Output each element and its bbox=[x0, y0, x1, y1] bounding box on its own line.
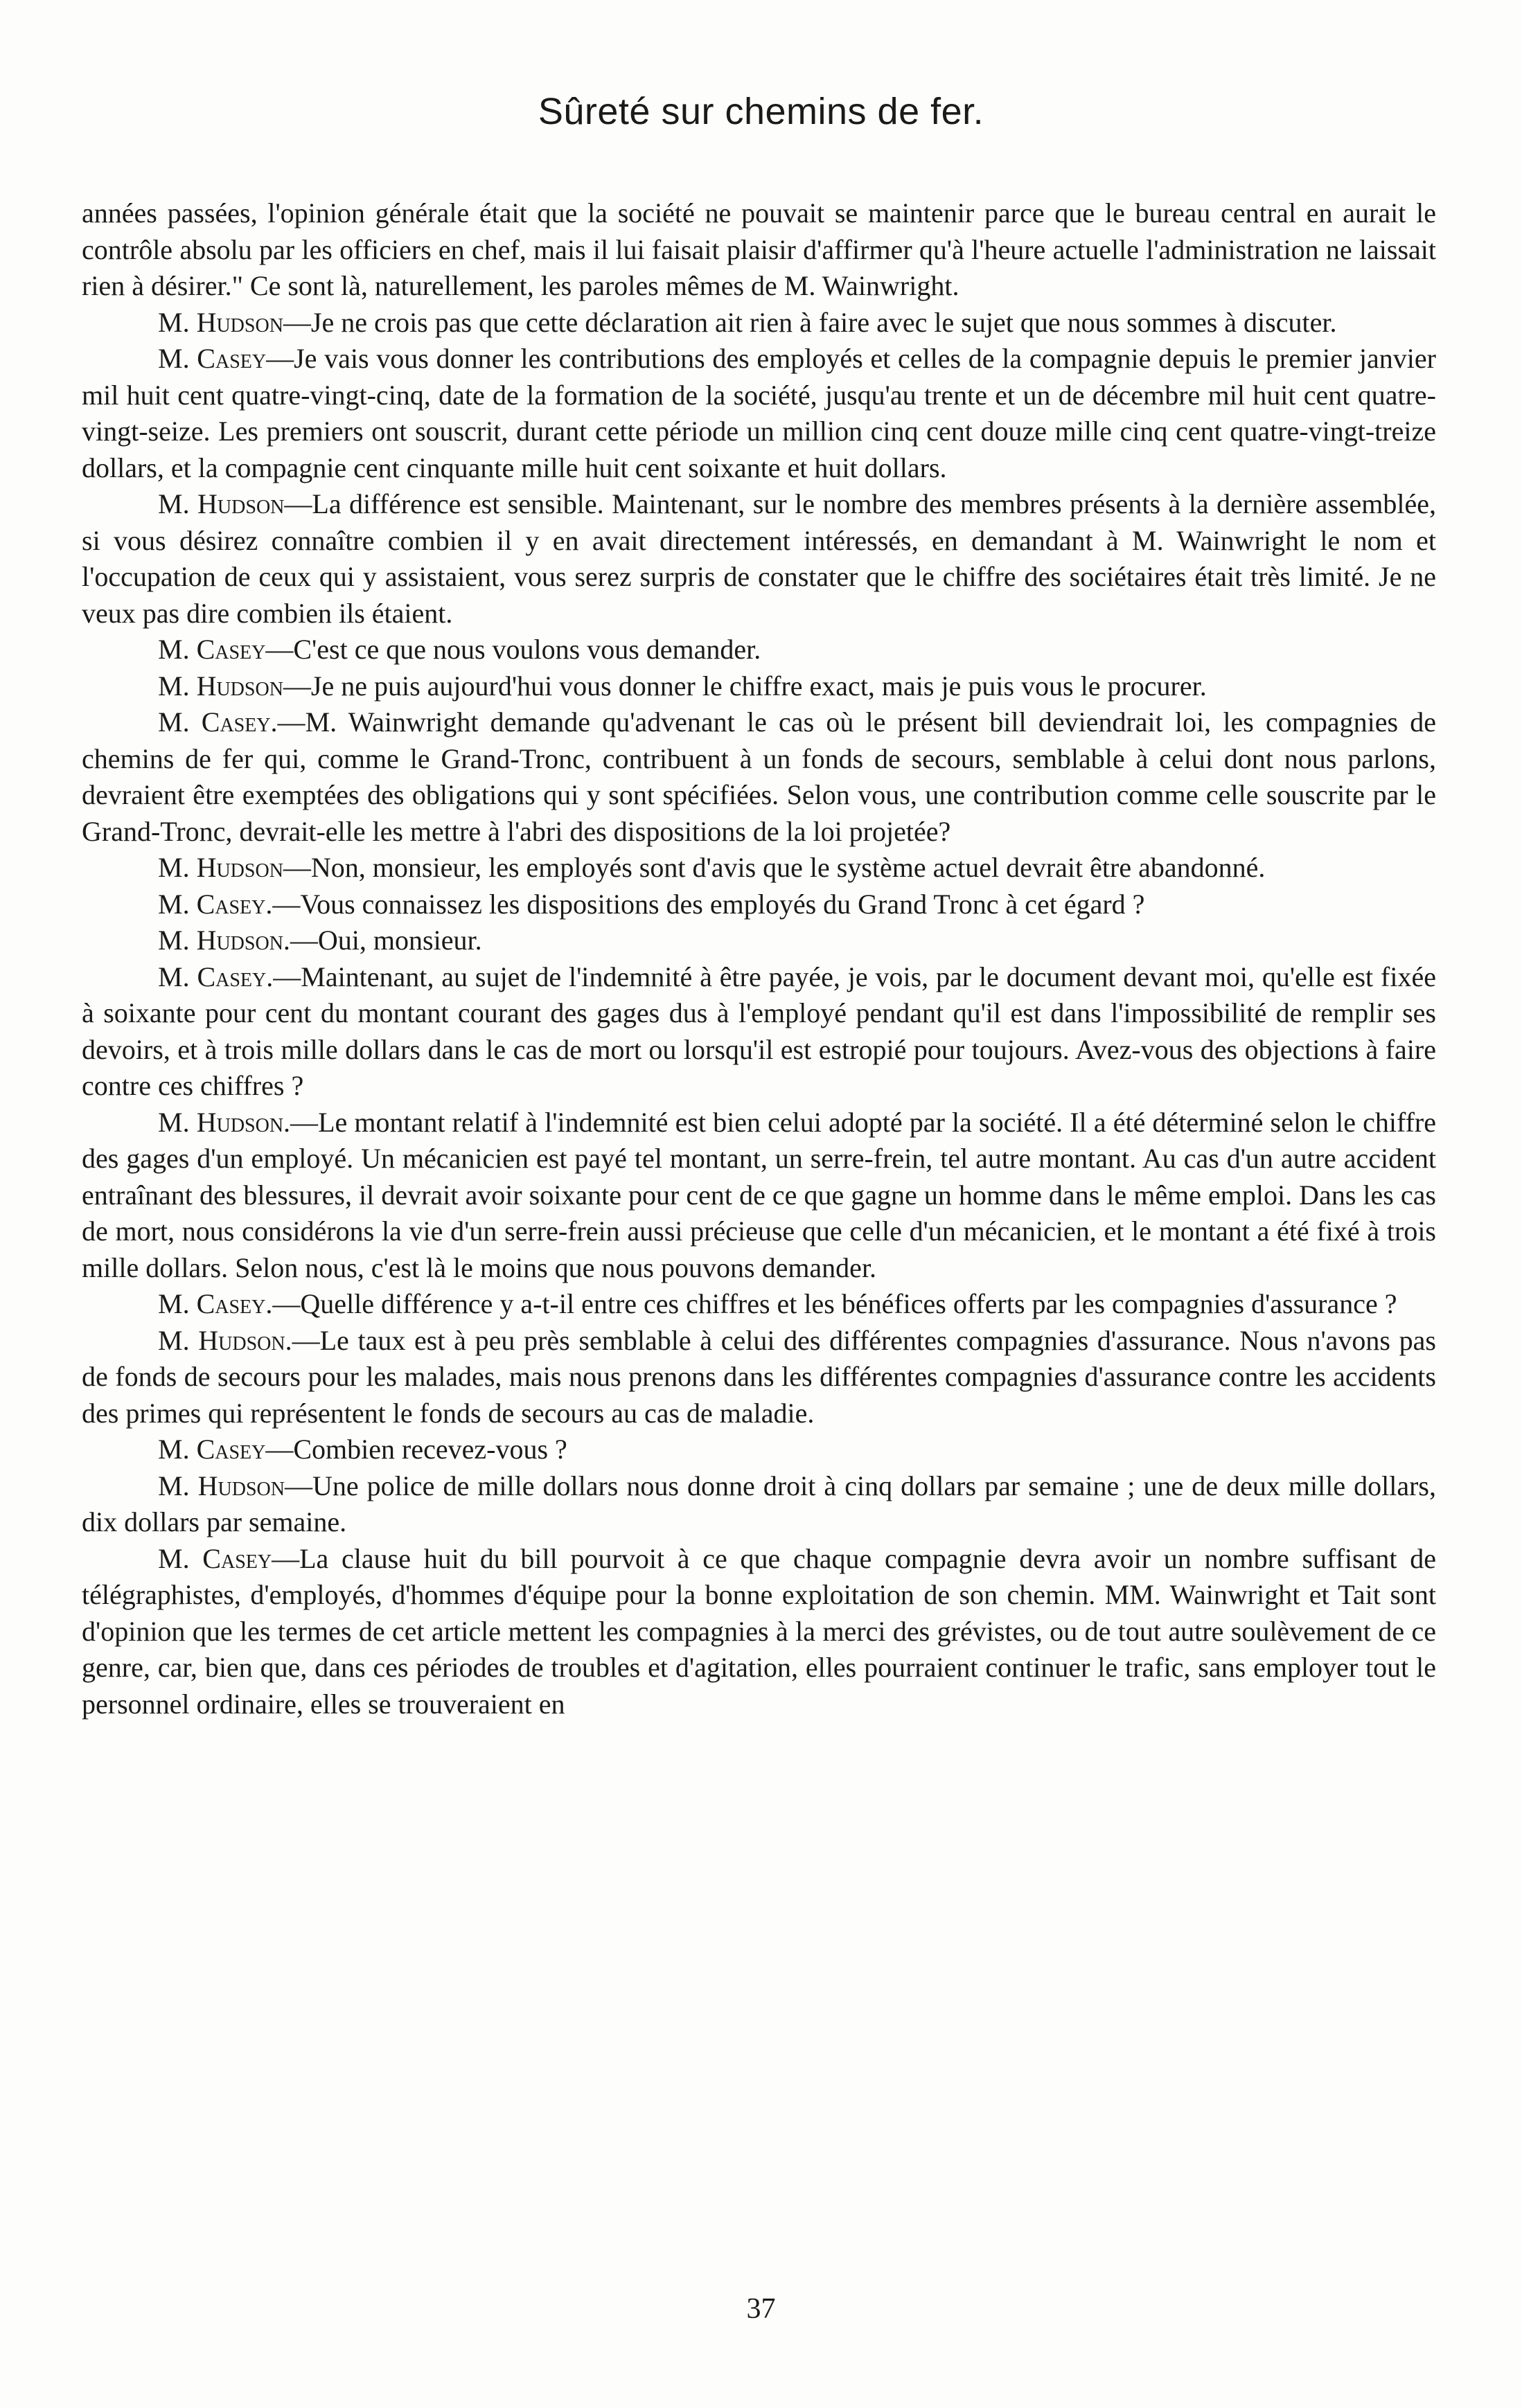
speaker-name: M. Casey— bbox=[158, 1542, 300, 1574]
paragraph: M. Hudson—La différence est sensible. Maintenant, sur le nombre des membres présents à la dernière assemblée, si vous désirez connaître combien il y en avait directement intéressés, en demandant à M. Wainwright le nom et l'occupation de ceux qui y assistaient, vous serez surpris de constater que le chiffre des sociétaires était très limité. Je ne veux pas dire combien ils étaient. bbox=[82, 488, 1436, 629]
speaker-name: M. Casey— bbox=[158, 1434, 294, 1465]
paragraph: M. Hudson—Non, monsieur, les employés sont d'avis que le système actuel devrait être abandonné. bbox=[158, 852, 1266, 883]
paragraph: M. Hudson—Je ne crois pas que cette déclaration ait rien à faire avec le sujet que nous sommes à discuter. bbox=[158, 306, 1337, 338]
speaker-name: M. Hudson— bbox=[158, 306, 311, 338]
paragraph: M. Casey—C'est ce que nous voulons vous demander. bbox=[158, 634, 761, 665]
speaker-name: M. Hudson— bbox=[158, 670, 311, 702]
speaker-name: M. Hudson— bbox=[158, 488, 312, 519]
speaker-name: M. Casey.— bbox=[158, 888, 301, 920]
paragraph: M. Casey—La clause huit du bill pourvoit à ce que chaque compagnie devra avoir un nombre suffisant de télégraphistes, d'employés, d'hommes d'équipe pour la bonne exploitation de son chemin. MM. Wainwright et Tait sont d'opinion que les termes de cet article mettent les compagnies à la merci des grévistes, ou de tout autre soulèvement de ce genre, car, bien que, dans ces périodes de troubles et d'agitation, elles pourraient continuer le trafic, sans employer tout le personnel ordinaire, elles se trouveraient en bbox=[82, 1542, 1436, 1720]
running-header: Sûreté sur chemins de fer. bbox=[538, 91, 984, 132]
paragraph: M. Casey—Je vais vous donner les contributions des employés et celles de la compagnie depuis le premier janvier mil huit cent quatre-vingt-cinq, date de la formation de la société, jusqu'au trente et un de décembre mil huit cent quatre-vingt-seize. Les premiers ont souscrit, durant cette période un million cinq cent douze mille cinq cent quatre-vingt-treize dollars, et la compagnie cent cinquante mille huit cent soixante et huit dollars. bbox=[82, 343, 1436, 483]
body-text bbox=[82, 195, 1436, 1722]
paragraph: M. Hudson.—Le taux est à peu près semblable à celui des différentes compagnies d'assurance. Nous n'avons pas de fonds de secours pour les malades, mais nous prenons dans les différentes compagnies d'assurance contre les accidents des primes qui représentent le fonds de secours au cas de maladie. bbox=[82, 1324, 1436, 1429]
speaker-name: M. Casey.— bbox=[158, 706, 306, 738]
paragraph: années passées, l'opinion générale était que la société ne pouvait se maintenir parce que le bureau central en aurait le contrôle absolu par les officiers en chef, mais il lui faisait plaisir d'affirmer qu'à l'heure actuelle l'administration ne laissait rien à désirer." Ce sont là, naturellement, les paroles mêmes de M. Wainwright. bbox=[82, 197, 1436, 301]
paragraph: M. Casey—Combien recevez-vous ? bbox=[158, 1434, 567, 1465]
paragraph: M. Hudson—Je ne puis aujourd'hui vous donner le chiffre exact, mais je puis vous le procurer. bbox=[158, 670, 1207, 702]
paragraph: M. Casey.—Maintenant, au sujet de l'indemnité à être payée, je vois, par le document devant moi, qu'elle est fixée à soixante pour cent du montant courant des gages dus à l'employé pendant qu'il est dans l'impossibilité de remplir ses devoirs, et à trois mille dollars dans le cas de mort ou lorsqu'il est estropié pour toujours. Avez-vous des objections à faire contre ces chiffres ? bbox=[82, 961, 1436, 1101]
paragraph: M. Casey.—Quelle différence y a-t-il entre ces chiffres et les bénéfices offerts par les compagnies d'assurance ? bbox=[158, 1288, 1397, 1319]
paragraph: M. Hudson—Une police de mille dollars nous donne droit à cinq dollars par semaine ; une de deux mille dollars, dix dollars par semaine. bbox=[82, 1470, 1436, 1537]
speaker-name: M. Casey— bbox=[158, 634, 294, 665]
paragraph: M. Hudson.—Oui, monsieur. bbox=[158, 925, 482, 956]
speaker-name: M. Hudson.— bbox=[158, 1106, 319, 1138]
paragraph: M. Hudson.—Le montant relatif à l'indemnité est bien celui adopté par la société. Il a été déterminé selon le chiffre des gages d'un employé. Un mécanicien est payé tel montant, un serre-frein, tel autre montant. Au cas d'un autre accident entraînant des blessures, il devrait avoir soixante pour cent de ce que gagne un homme dans le même emploi. Dans les cas de mort, nous considérons la vie d'un serre-frein aussi précieuse que celle d'un mécanicien, et le montant a été fixé à trois mille dollars. Selon nous, c'est là le moins que nous pouvons demander. bbox=[82, 1106, 1436, 1283]
speaker-name: M. Hudson— bbox=[158, 852, 311, 883]
speaker-name: M. Casey— bbox=[158, 343, 294, 374]
paragraph: M. Casey.—Vous connaissez les dispositions des employés du Grand Tronc à cet égard ? bbox=[158, 888, 1145, 920]
paragraph: M. Casey.—M. Wainwright demande qu'advenant le cas où le présent bill deviendrait loi, les compagnies de chemins de fer qui, comme le Grand-Tronc, contribuent à un fonds de secours, semblable à celui dont nous parlons, devraient être exemptées des obligations qui y sont spécifiées. Selon vous, une contribution comme celle souscrite par le Grand-Tronc, devrait-elle les mettre à l'abri des dispositions de la loi projetée? bbox=[82, 706, 1436, 847]
speaker-name: M. Casey.— bbox=[158, 961, 301, 992]
page-number: 37 bbox=[746, 2293, 776, 2325]
speaker-name: M. Hudson— bbox=[158, 1470, 312, 1501]
speaker-name: M. Hudson.— bbox=[158, 925, 318, 956]
speaker-name: M. Casey.— bbox=[158, 1288, 301, 1319]
speaker-name: M. Hudson.— bbox=[158, 1324, 320, 1356]
